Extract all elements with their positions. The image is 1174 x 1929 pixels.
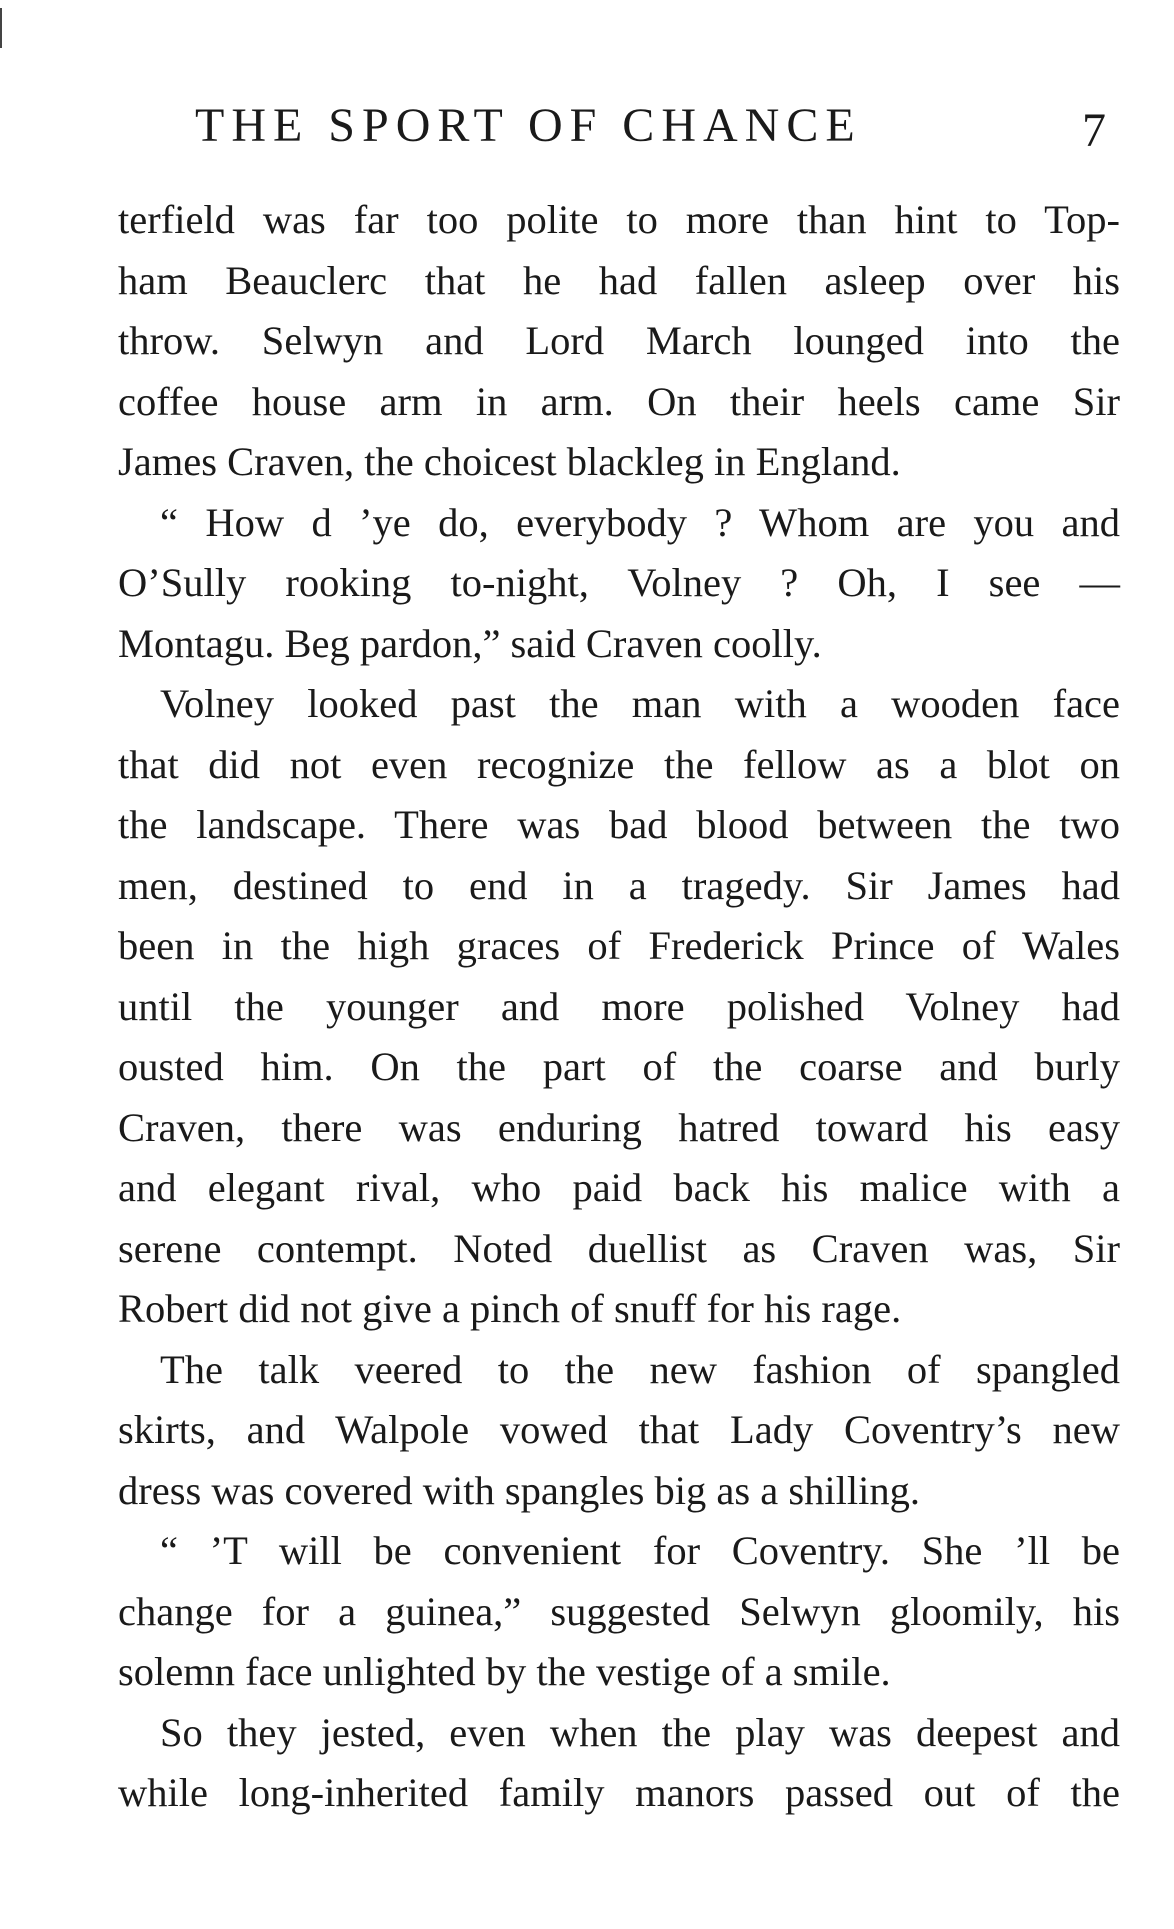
text-line: The talk veered to the new fashion of spangled (160, 1346, 1120, 1392)
text-line: and elegant rival, who paid back his malice with a (118, 1165, 1120, 1210)
text-line: Montagu. Beg pardon,” said Craven coolly. (118, 620, 822, 666)
page-number: 7 (1082, 104, 1106, 157)
text-line: that did not even recognize the fellow as a blot on (118, 741, 1120, 787)
text-line: change for a guinea,” suggested Selwyn gloomily, his (118, 1588, 1120, 1634)
text-line: Robert did not give a pinch of snuff for his rage. (118, 1286, 902, 1331)
text-line: Volney looked past the man with a wooden face (160, 681, 1120, 726)
text-line: O’Sully rooking to-night, Volney ? Oh, I see — (118, 560, 1120, 605)
text-line: until the younger and more polished Volney had (118, 983, 1120, 1029)
text-line: while long-inherited family manors passed out of the (118, 1770, 1120, 1815)
text-line: throw. Selwyn and Lord March lounged into the (118, 318, 1120, 363)
text-line: James Craven, the choicest blackleg in England. (118, 439, 901, 484)
text-line: “ ’T will be convenient for Coventry. She ’ll be (160, 1528, 1120, 1573)
text-line: men, destined to end in a tragedy. Sir James had (118, 862, 1120, 908)
page-edge-mark (0, 8, 2, 48)
text-line: ham Beauclerc that he had fallen asleep over his (118, 257, 1120, 303)
text-line: the landscape. There was bad blood between the two (118, 802, 1120, 847)
text-line: solemn face unlighted by the vestige of a smile. (118, 1649, 891, 1694)
text-line: been in the high graces of Frederick Prince of Wales (118, 923, 1120, 968)
text-line: dress was covered with spangles big as a shilling. (118, 1467, 920, 1513)
text-line: terfield was far too polite to more than hint to Top- (118, 197, 1120, 242)
body-text (118, 190, 1120, 1824)
text-line: coffee house arm in arm. On their heels came Sir (118, 378, 1120, 424)
running-title: THE SPORT OF CHANCE (195, 99, 862, 152)
text-line: So they jested, even when the play was deepest and (160, 1709, 1120, 1755)
text-line: Craven, there was enduring hatred toward his easy (118, 1104, 1120, 1150)
text-line: serene contempt. Noted duellist as Craven was, Sir (118, 1225, 1120, 1271)
text-line: skirts, and Walpole vowed that Lady Coventry’s new (118, 1407, 1120, 1452)
text-line: ousted him. On the part of the coarse and burly (118, 1044, 1120, 1089)
text-line: “ How d ’ye do, everybody ? Whom are you and (160, 499, 1120, 545)
